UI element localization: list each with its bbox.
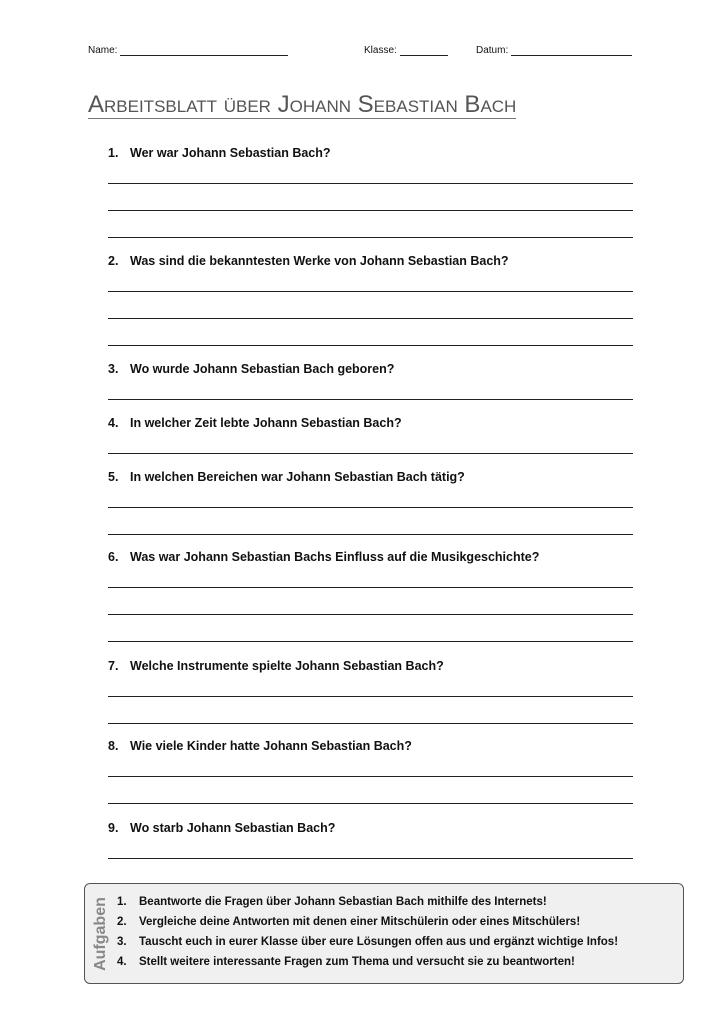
task-number: 3.: [117, 936, 127, 948]
question-text: [108, 739, 633, 753]
question-5: [108, 470, 633, 484]
question-number: 7.: [108, 659, 119, 673]
task-item: [117, 952, 618, 972]
question-text: [108, 821, 633, 835]
question-text: [108, 362, 633, 376]
date-blank[interactable]: [511, 44, 632, 56]
worksheet-title: Arbeitsblatt über Johann Sebastian Bach: [88, 91, 517, 118]
question-label: Wo starb Johann Sebastian Bach?: [130, 821, 336, 835]
tasks-label-text: Aufgaben: [92, 897, 109, 971]
answer-line[interactable]: [108, 614, 633, 615]
tasks-box: [84, 883, 684, 984]
question-6: [108, 550, 633, 564]
question-label: Was war Johann Sebastian Bachs Einfluss auf die Musikgeschichte?: [130, 550, 540, 564]
answer-line[interactable]: [108, 399, 633, 400]
question-label: Was sind die bekanntesten Werke von Johann Sebastian Bach?: [130, 254, 509, 268]
answer-line[interactable]: [108, 507, 633, 508]
question-number: 5.: [108, 470, 119, 484]
class-blank[interactable]: [400, 44, 448, 56]
answer-line[interactable]: [108, 858, 633, 859]
task-item: [117, 912, 618, 932]
task-text: Vergleiche deine Antworten mit denen einer Mitschülerin oder eines Mitschülers!: [139, 916, 581, 928]
question-label: Wo wurde Johann Sebastian Bach geboren?: [130, 362, 395, 376]
answer-line[interactable]: [108, 696, 633, 697]
header-fields: [88, 44, 643, 60]
date-field[interactable]: [476, 44, 632, 56]
answer-line[interactable]: [108, 723, 633, 724]
date-label: Datum:: [476, 45, 509, 56]
question-number: 8.: [108, 739, 119, 753]
question-text: [108, 550, 633, 564]
name-label: Name:: [88, 45, 118, 56]
answer-line[interactable]: [108, 776, 633, 777]
question-8: [108, 739, 633, 753]
answer-line[interactable]: [108, 587, 633, 588]
question-number: 3.: [108, 362, 119, 376]
task-item: [117, 892, 618, 912]
question-7: [108, 659, 633, 673]
task-list: [117, 892, 618, 972]
question-label: Wer war Johann Sebastian Bach?: [130, 146, 331, 160]
answer-line[interactable]: [108, 345, 633, 346]
question-label: Welche Instrumente spielte Johann Sebastian Bach?: [130, 659, 444, 673]
tasks-label: [91, 892, 111, 976]
answer-line[interactable]: [108, 210, 633, 211]
answer-line[interactable]: [108, 318, 633, 319]
answer-line[interactable]: [108, 641, 633, 642]
question-text: [108, 146, 633, 160]
task-text: Tauscht euch in eurer Klasse über eure Lösungen offen aus und ergänzt wichtige Infos!: [139, 936, 619, 948]
task-item: [117, 932, 618, 952]
question-1: [108, 146, 633, 160]
class-label: Klasse:: [364, 45, 397, 56]
question-label: Wie viele Kinder hatte Johann Sebastian Bach?: [130, 739, 412, 753]
answer-line[interactable]: [108, 237, 633, 238]
question-number: 9.: [108, 821, 119, 835]
question-3: [108, 362, 633, 376]
question-text: [108, 254, 633, 268]
question-number: 1.: [108, 146, 119, 160]
question-4: [108, 416, 633, 430]
question-2: [108, 254, 633, 268]
question-text: [108, 659, 633, 673]
answer-line[interactable]: [108, 803, 633, 804]
task-number: 4.: [117, 956, 127, 968]
task-text: Beantworte die Fragen über Johann Sebastian Bach mithilfe des Internets!: [139, 896, 547, 908]
name-blank[interactable]: [120, 44, 288, 56]
question-label: In welchen Bereichen war Johann Sebastian Bach tätig?: [130, 470, 465, 484]
answer-line[interactable]: [108, 453, 633, 454]
question-number: 4.: [108, 416, 119, 430]
question-9: [108, 821, 633, 835]
class-field[interactable]: [364, 44, 448, 56]
name-field[interactable]: [88, 44, 288, 56]
task-number: 1.: [117, 896, 127, 908]
question-label: In welcher Zeit lebte Johann Sebastian Bach?: [130, 416, 402, 430]
question-number: 2.: [108, 254, 119, 268]
task-number: 2.: [117, 916, 127, 928]
question-text: [108, 470, 633, 484]
question-text: [108, 416, 633, 430]
answer-line[interactable]: [108, 534, 633, 535]
answer-line[interactable]: [108, 291, 633, 292]
task-text: Stellt weitere interessante Fragen zum Thema und versucht sie zu beantworten!: [139, 956, 575, 968]
question-number: 6.: [108, 550, 119, 564]
answer-line[interactable]: [108, 183, 633, 184]
